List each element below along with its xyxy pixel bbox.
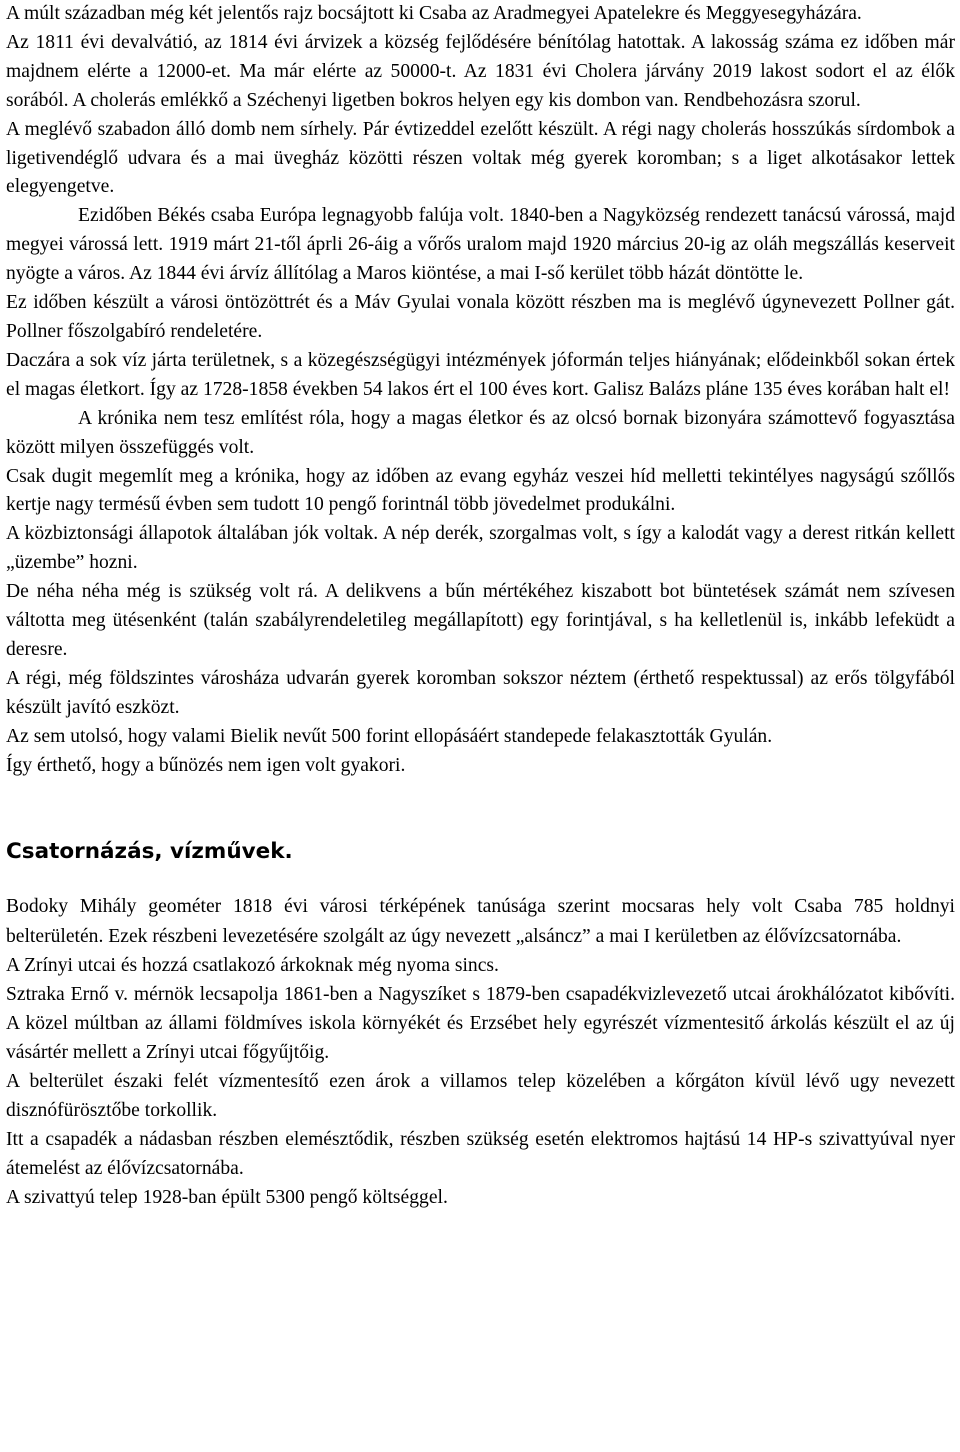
paragraph-town-hall: A régi, még földszintes városháza udvarán gyerek koromban sokszor néztem (érthető respektussal) az erős tölgyfából készült javító eszközt. xyxy=(6,667,955,718)
paragraph-longevity: Daczára a sok víz járta területnek, s a közegészségügyi intézmények jóformán teljes hiányának; elődeinkből sokan értek el magas életkort. Így az 1728-1858 években 54 lakos ért el 100 éves kort. Galisz Balázs pláne 135 éves korában halt el! xyxy=(6,349,955,400)
paragraph-drawings: A múlt században még két jelentős rajz bocsájtott ki Csaba az Aradmegyei Apatelekre és Meggyesegyházára. xyxy=(6,3,862,24)
paragraph-sztraka: Sztraka Ernő v. mérnök lecsapolja 1861-ben a Nagyszíket s 1879-ben csapadékvizlevezető utcai árokhálózatot kibővíti. A közel múltban az állami földmíves iskola környékét és Erzsébet hely egyrészét vízmentesitő árkolás készült el az új vásártér mellett a Zrínyi utcai főgyűjtőig. xyxy=(6,983,955,1063)
paragraph-northern-drainage: A belterület északi felét vízmentesítő ezen árok a villamos telep közelében a kőrgáton kívül lévő ugy nevezett disznófürösztőbe torkollik. xyxy=(6,1071,955,1122)
paragraph-vineyard: Csak dugit megemlít meg a krónika, hogy az időben az evang egyház veszei híd melletti tekintélyes nagyságú szőllős kertje nagy termésű évben sem tudott 10 pengő forintnál több jövedelmet produkálni. xyxy=(6,465,955,516)
paragraph-largest-village: Ezidőben Békés csaba Európa legnagyobb falúja volt. 1840-ben a Nagyközség rendezett tanácsú várossá, majd megyei várossá lett. 1919 márt 21-től áprli 26-áig a vőrős uralom majd 1920 március 20-ig az oláh megszállás keserveit nyögte a város. Az 1844 évi árvíz állítólag a Maros kiöntése, a mai I-ső kerület több házát döntötte le. xyxy=(6,205,955,285)
section-heading: Csatornázás, vízművek. xyxy=(6,839,293,865)
history-section xyxy=(6,0,955,780)
document-page xyxy=(6,0,955,1213)
paragraph-public-safety: A közbiztonsági állapotok általában jók voltak. A nép derék, szorgalmas volt, s így a kalodát vagy a derest ritkán kellett „üzembe” hozni. xyxy=(6,523,955,574)
paragraph-pump: Itt a csapadék a nádasban részben elemésztődik, részben szükség esetén elektromos hajtású 14 HP-s szivattyúval nyer átemelést az élővízcsatornába. xyxy=(6,1129,955,1180)
paragraph-bielik: Az sem utolsó, hogy valami Bielik nevűt 500 forint ellopásáért standepede felakasztották Gyulán. xyxy=(6,725,773,747)
paragraph-crime: Így érthető, hogy a bűnözés nem igen volt gyakori. xyxy=(6,754,406,776)
paragraph-bodoky-map: Bodoky Mihály geométer 1818 évi városi térképének tanúsága szerint mocsaras hely volt Csaba 785 holdnyi belterületén. Ezek részbeni levezetésére szolgált az úgy nevezett „alsáncz” a mai I kerületben az élővízcsatornába. xyxy=(6,896,955,947)
paragraph-pollner-dam: Ez időben készült a városi öntözöttrét és a Máv Gyulai vonala között részben ma is meglévő úgynevezett Pollner gát. Pollner főszolgabíró rendeletére. xyxy=(6,292,955,342)
paragraph-chronicle-wine: A krónika nem tesz említést róla, hogy a magas életkor és az olcsó bornak bizonyára számottevő fogyasztása között milyen összefüggés volt. xyxy=(6,407,955,458)
paragraph-mound: A meglévő szabadon álló domb nem sírhely. Pár évtizeddel ezelőtt készült. A régi nagy cholerás hosszúkás sírdombok a ligetivendéglő udvara és a mai üvegház közötti részen voltak még gyerek koromban; s a liget alkotásakor lettek elegyengetve. xyxy=(6,118,955,198)
sewerage-section xyxy=(6,892,955,1212)
paragraph-population: Az 1811 évi devalvátió, az 1814 évi árvizek a község fejlődésére bénítólag hatottak. A lakosság száma ez időben már majdnem elérte a 12000-et. Ma már elérte az 50000-t. Az 1831 évi Cholera járvány 2019 lakost sodort el az élők sorából. A cholerás emlékkő a Széchenyi ligetben bokros helyen egy kis dombon van. Rendbehozásra szorul. xyxy=(6,31,955,111)
paragraph-zrinyi-ditches: A Zrínyi utcai és hozzá csatlakozó árkoknak még nyoma sincs. xyxy=(6,954,499,976)
paragraph-punishment: De néha néha még is szükség volt rá. A delikvens a bűn mértékéhez kiszabott bot büntetések számát nem szívesen váltotta meg ütésenként (talán szabályrendeletileg megállapított) egy forintjával, s ha kelletlenül is, inkább lefeküdt a deresre. xyxy=(6,581,955,660)
paragraph-pump-station: A szivattyú telep 1928-ban épült 5300 pengő költséggel. xyxy=(6,1187,448,1209)
